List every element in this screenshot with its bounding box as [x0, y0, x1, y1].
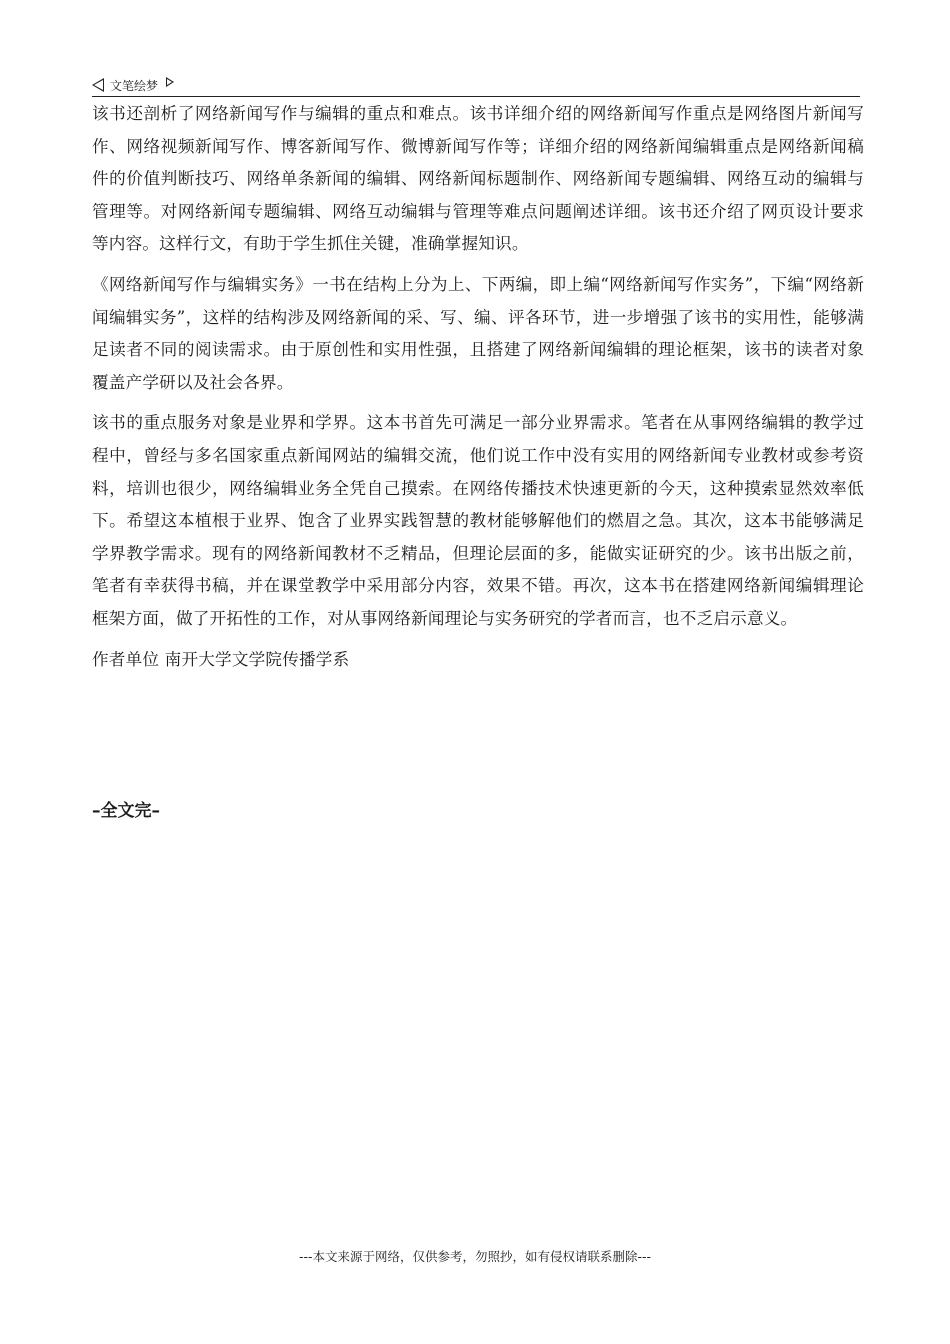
paragraph: 该书还剖析了网络新闻写作与编辑的重点和难点。该书详细介绍的网络新闻写作重点是网络图片新闻写作、网络视频新闻写作、博客新闻写作、微博新闻写作等；详细介绍的网络新闻编辑重点是网络新闻稿件的价值判断技巧、网络单条新闻的编辑、网络新闻标题制作、网络新闻专题编辑、网络互动的编辑与管理等。对网络新闻专题编辑、网络互动编辑与管理等难点问题阐述详细。该书还介绍了网页设计要求等内容。这样行文，有助于学生抓住关键，准确掌握知识。	[92, 104, 864, 254]
paragraph: 该书的重点服务对象是业界和学界。这本书首先可满足一部分业界需求。笔者在从事网络编辑的教学过程中，曾经与多名国家重点新闻网站的编辑交流，他们说工作中没有实用的网络新闻专业教材或参考资料，培训也很少，网络编辑业务全凭自己摸索。在网络传播技术快速更新的今天，这种摸索显然效率低下。希望这本植根于业界、饱含了业界实践智慧的教材能够解他们的燃眉之急。其次，这本书能够满足学界教学需求。现有的网络新闻教材不乏精品，但理论层面的多，能做实证研究的少。该书出版之前，笔者有幸获得书稿，并在课堂教学中采用部分内容，效果不错。再次，这本书在搭建网络新闻编辑理论框架方面，做了开拓性的工作，对从事网络新闻理论与实务研究的学者而言，也不乏启示意义。	[92, 413, 864, 628]
page-footer: ---本文来源于网络，仅供参考，勿照抄，如有侵权请联系删除---	[298, 1249, 652, 1264]
end-mark: –全文完–	[92, 801, 160, 821]
page-header	[92, 74, 860, 97]
author-affiliation: 作者单位 南开大学文学院传播学系	[92, 649, 350, 669]
article-body	[92, 98, 864, 684]
header-title: 文笔绘梦	[110, 78, 159, 93]
triangle-right-icon	[166, 77, 174, 87]
paragraph: 《网络新闻写作与编辑实务》一书在结构上分为上、下两编，即上编“网络新闻写作实务”，下编“网络新闻编辑实务”，这样的结构涉及网络新闻的采、写、编、评各环节，进一步增强了该书的实用性，能够满足读者不同的阅读需求。由于原创性和实用性强，且搭建了网络新闻编辑的理论框架，该书的读者对象覆盖产学研以及社会各界。	[92, 274, 864, 392]
triangle-left-icon	[92, 78, 104, 92]
